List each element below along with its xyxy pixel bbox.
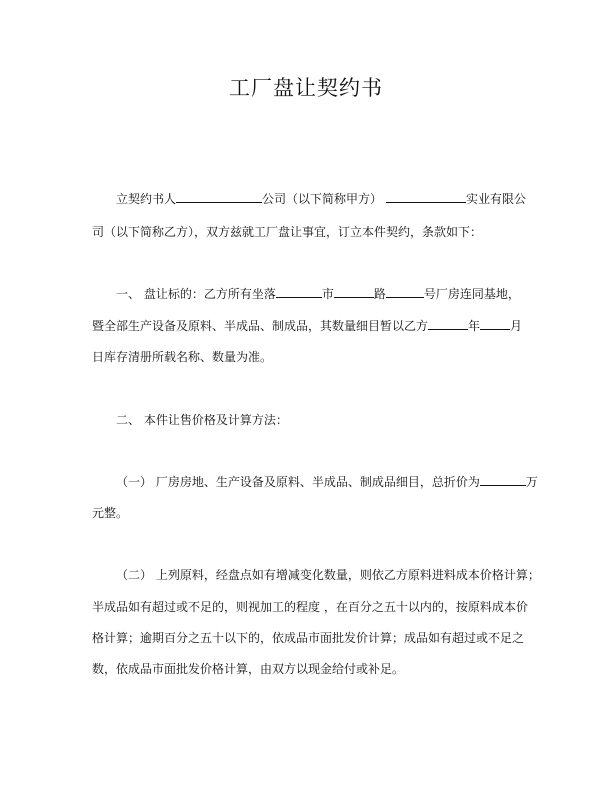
preamble-line-1 (116, 191, 556, 207)
blank-line (386, 286, 424, 298)
clause1-line-1 (116, 286, 556, 302)
text: 万 (525, 475, 538, 489)
blank-line (480, 318, 510, 330)
blank-line (334, 286, 374, 298)
blank-line (276, 286, 322, 298)
blank-line (386, 191, 466, 203)
text: 市 (321, 287, 334, 301)
clause2-heading: 二、 本件让售价格及计算方法： (116, 413, 288, 427)
text: （一） 厂房房地、生产设备及原料、半成品、制成品细目，总折价为 (116, 475, 480, 489)
blank-line (480, 474, 526, 486)
document-title: 工厂盘让契约书 (229, 76, 383, 100)
blank-line (176, 191, 262, 203)
text: 暨全部生产设备及原料、半成品、制成品，其数量细目暂以乙方 (92, 319, 429, 333)
text: 路 (373, 287, 386, 301)
clause2-p2-line-3: 格计算；逾期百分之五十以下的，依成品市面批发价计算；成品如有超过或不足之 (92, 631, 525, 645)
preamble-line-2: 司（以下简称乙方），双方兹就工厂盘让事宜，订立本件契约，条款如下： (92, 225, 483, 239)
clause2-p2-line-2: 半成品如有超过或不足的，则视加工的程度 ，在百分之五十以内的，按原料成本价 (92, 600, 528, 614)
text: 实业有限公 (466, 192, 527, 206)
blank-line (428, 318, 468, 330)
text: 公司（以下简称甲方） (262, 192, 383, 206)
clause2-p2-line-4: 数，依成品市面批发价格计算，由双方以现金给付或补足。 (92, 662, 405, 676)
text: 立契约书人 (116, 192, 177, 206)
text: 月 (510, 319, 523, 333)
text: 号厂房连同基地， (423, 287, 520, 301)
clause2-p1-line-2: 元整。 (92, 506, 129, 520)
clause1-line-2 (92, 318, 532, 334)
clause2-p1-line-1 (116, 474, 556, 490)
clause2-p2-line-1: （二） 上列原料，经盘点如有增减变化数量，则依乙方原料进料成本价格计算； (116, 568, 540, 582)
clause1-line-3: 日库存清册所载名称、数量为准。 (92, 350, 273, 364)
text: 一、 盘让标的：乙方所有坐落 (116, 287, 276, 301)
text: 年 (468, 319, 481, 333)
